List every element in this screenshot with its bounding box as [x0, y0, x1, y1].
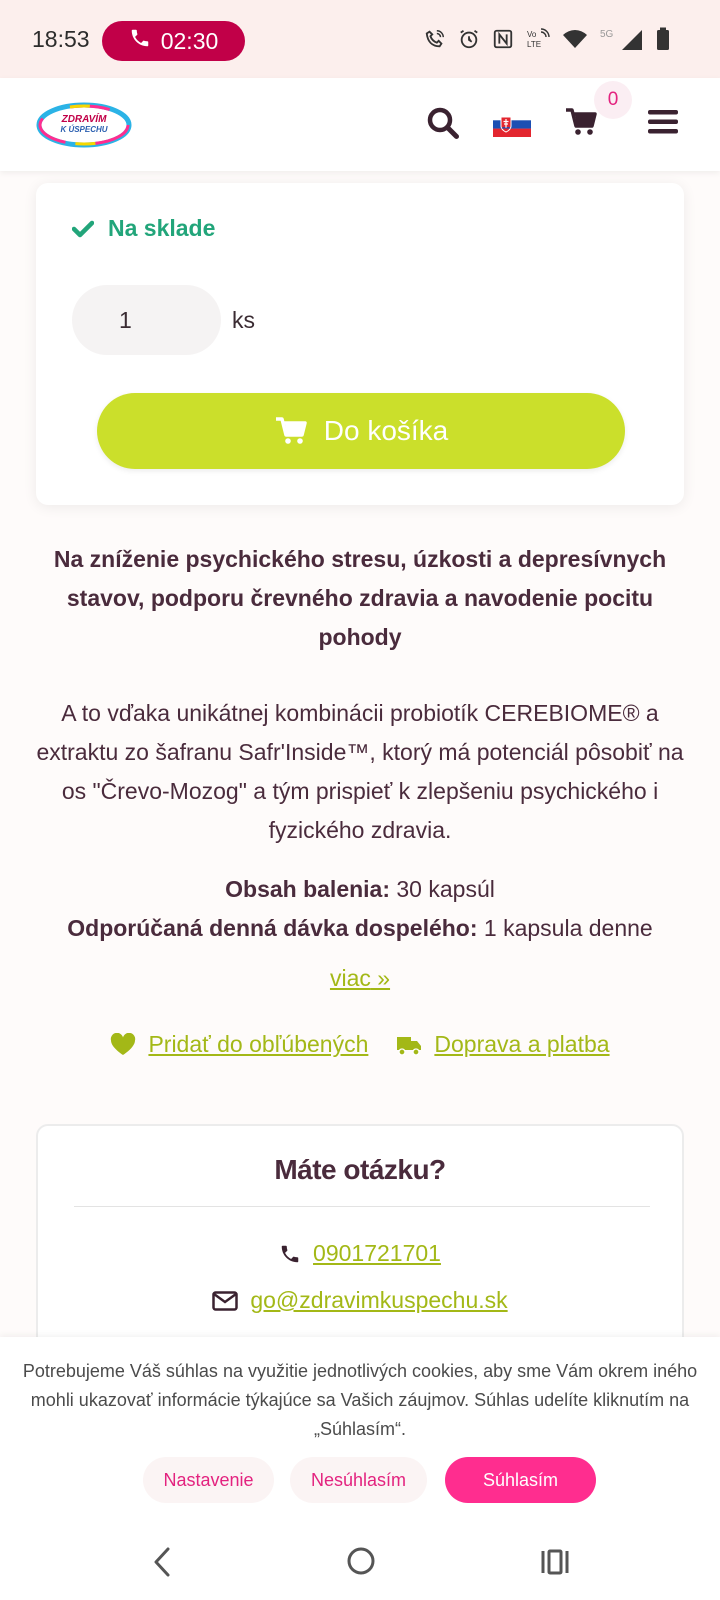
cookie-settings-button[interactable]: Nastavenie [143, 1457, 274, 1503]
system-navigation-bar [0, 1524, 720, 1600]
more-link[interactable] [36, 965, 684, 992]
wifi-call-icon [424, 28, 446, 50]
status-time: 18:53 [32, 26, 90, 52]
cart-count-badge[interactable]: 0 [594, 81, 632, 119]
more-link-label: viac [329, 965, 371, 991]
wifi-icon [562, 28, 588, 50]
product-description: A to vďaka unikátnej kombinácii probiotík CEREBIOME® a extraktu zo šafranu Safr'Inside™, ktorý má potenciál pôsobiť na os "Črevo-Mozog" a tým prispieť k zlepšeniu psychického i fyzického zdravia. [36, 700, 684, 843]
phone-icon [129, 27, 151, 55]
contact-phone [38, 1240, 682, 1267]
phone-link[interactable]: 0901721701 [313, 1240, 441, 1266]
email-link[interactable]: go@zdravimkuspechu.sk [250, 1287, 508, 1313]
divider [74, 1206, 650, 1207]
shipping-payment-link[interactable] [396, 1031, 609, 1058]
home-icon[interactable] [346, 1546, 376, 1576]
cookie-text: Potrebujeme Váš súhlas na využitie jednotlivých cookies, aby sme Vám okrem iného mohli ukazovať informácie týkajúce sa Vašich záujmov. Súhlas udelíte kliknutím na „Súhlasím“. [22, 1361, 698, 1439]
heart-icon [110, 1033, 136, 1057]
stock-label: Na sklade [108, 215, 216, 241]
truck-icon [396, 1034, 422, 1056]
product-purchase-card [36, 183, 684, 505]
nfc-icon [492, 28, 514, 50]
add-to-cart-button[interactable] [97, 393, 625, 469]
signal-5g-icon [600, 27, 644, 51]
site-logo[interactable] [36, 100, 132, 150]
contact-email [38, 1287, 682, 1314]
system-status-icons [424, 27, 670, 51]
favorites-label: Pridať do obľúbených [148, 1031, 369, 1057]
shipping-label: Doprava a platba [434, 1031, 610, 1057]
dose-value: 1 kapsula denne [483, 915, 653, 941]
call-timer: 02:30 [160, 27, 219, 54]
slovak-flag-icon[interactable] [493, 112, 531, 137]
dose-label: Odporúčaná denná dávka dospelého: [67, 915, 478, 941]
svg-text:5G: 5G [600, 29, 614, 40]
logo-text-bottom: K ÚSPECHU [60, 125, 108, 134]
double-chevron-right-icon: » [370, 965, 391, 991]
back-icon[interactable] [150, 1546, 174, 1578]
quantity-value: 1 [119, 306, 132, 333]
alarm-icon [458, 28, 480, 50]
hamburger-menu-icon[interactable] [648, 108, 678, 136]
site-header [0, 78, 720, 171]
daily-dose [36, 909, 684, 948]
phone-icon [279, 1243, 301, 1265]
quantity-input[interactable] [72, 285, 221, 355]
package-label: Obsah balenia: [225, 876, 390, 902]
battery-icon [656, 27, 670, 51]
product-headline: Na zníženie psychického stresu, úzkosti a depresívnych stavov, podporu črevného zdravia a navodenie pocitu pohody [53, 546, 667, 650]
cookie-decline-button[interactable]: Nesúhlasím [290, 1457, 427, 1503]
recents-icon[interactable] [540, 1548, 570, 1576]
add-to-favorites-link[interactable] [110, 1031, 368, 1058]
stock-status [72, 215, 215, 242]
cookie-consent-banner [0, 1337, 720, 1524]
cookie-accept-button[interactable]: Súhlasím [445, 1457, 596, 1503]
volte-icon [526, 28, 550, 50]
logo-text-top: ZDRAVÍM [61, 114, 107, 125]
envelope-icon [212, 1291, 238, 1311]
cart-icon [274, 415, 308, 447]
product-actions [36, 1031, 684, 1058]
status-bar [0, 0, 720, 78]
contact-title: Máte otázku? [274, 1154, 446, 1185]
svg-text:LTE: LTE [527, 40, 542, 49]
package-value: 30 kapsúl [396, 876, 495, 902]
quantity-unit: ks [232, 307, 255, 333]
add-to-cart-label: Do košíka [323, 415, 449, 446]
svg-text:Vo: Vo [527, 30, 537, 39]
check-icon [72, 220, 94, 238]
ongoing-call-chip[interactable] [102, 21, 245, 61]
search-icon[interactable] [426, 106, 460, 140]
cart-icon[interactable] [565, 106, 597, 138]
package-contents [36, 870, 684, 909]
